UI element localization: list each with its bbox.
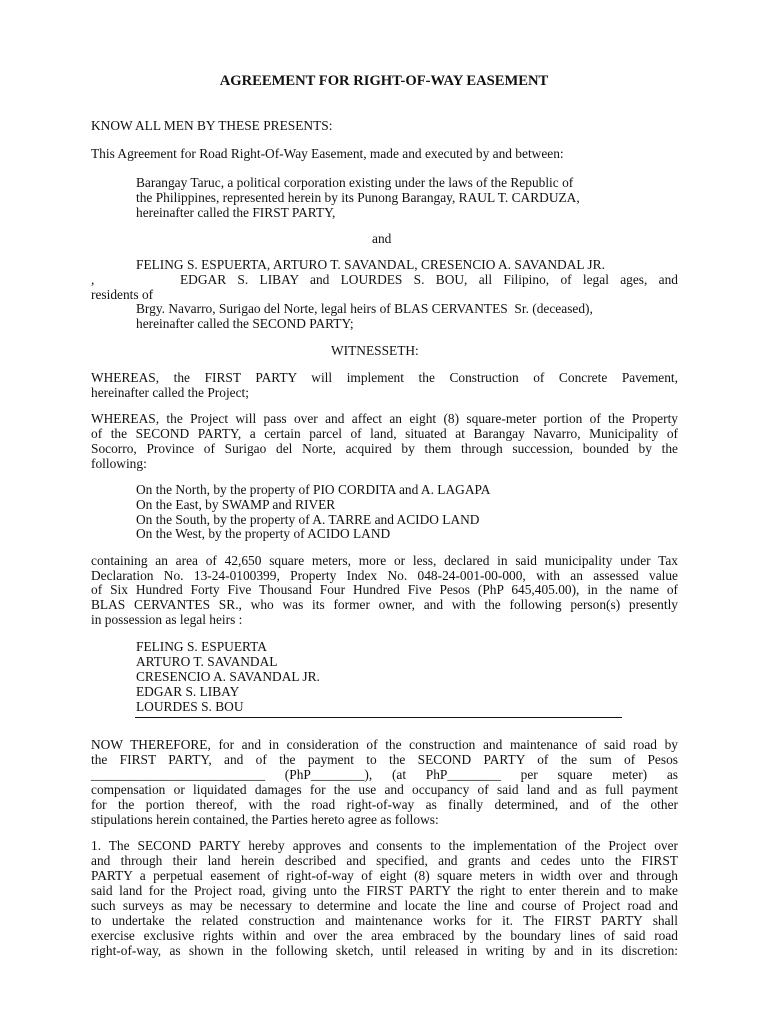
boundary-line: On the West, by the property of ACIDO LAND — [136, 526, 391, 541]
clause-1-paragraph: and through their land herein described and specified, and grants and cedes unto the FIRST — [91, 853, 678, 868]
know-all-line: KNOW ALL MEN BY THESE PRESENTS: — [91, 118, 333, 133]
second-party-line: EDGAR S. LIBAY and LOURDES S. BOU, all Filipino, of legal ages, and — [180, 272, 678, 287]
boundary-line: On the North, by the property of PIO CORDITA and A. LAGAPA — [136, 482, 491, 497]
intro-line: This Agreement for Road Right-Of-Way Easement, made and executed by and between: — [91, 146, 564, 161]
whereas-paragraph-1: hereinafter called the Project; — [91, 385, 250, 400]
clause-1-paragraph: right-of-way, as shown in the following sketch, until released in writing by and in its discretion: — [91, 943, 678, 958]
containing-paragraph: in possession as legal heirs : — [91, 612, 243, 627]
now-therefore-paragraph: NOW THEREFORE, for and in consideration of the construction and maintenance of said road by — [91, 737, 678, 752]
now-therefore-paragraph: for the portion thereof, with the road right-of-way as finally determined, and of the other — [91, 797, 678, 812]
second-party-line: FELING S. ESPUERTA, ARTURO T. SAVANDAL, CRESENCIO A. SAVANDAL JR. — [136, 257, 605, 272]
containing-paragraph: Declaration No. 13-24-0100399, Property Index No. 048-24-001-00-000, with an assessed value — [91, 568, 678, 583]
whereas-paragraph-2: of the SECOND PARTY, a certain parcel of land, situated at Barangay Navarro, Municipality of — [91, 426, 678, 441]
now-therefore-paragraph: stipulations herein contained, the Parties hereto agree as follows: — [91, 812, 439, 827]
first-party-line: the Philippines, represented herein by its Punong Barangay, RAUL T. CARDUZA, — [136, 190, 580, 205]
whereas-paragraph-1: WHEREAS, the FIRST PARTY will implement the Construction of Concrete Pavement, — [91, 370, 678, 385]
first-party-line: Barangay Taruc, a political corporation existing under the laws of the Republic of — [136, 175, 574, 190]
clause-1-paragraph: such surveys as may be necessary to determine and locate the line and course of Project road and — [91, 898, 678, 913]
heir-name: FELING S. ESPUERTA — [136, 639, 267, 654]
heir-name: CRESENCIO A. SAVANDAL JR. — [136, 669, 320, 684]
whereas-paragraph-2: WHEREAS, the Project will pass over and affect an eight (8) square-meter portion of the Property — [91, 411, 678, 426]
stray-comma: , — [91, 272, 95, 287]
clause-1-paragraph: 1. The SECOND PARTY hereby approves and consents to the implementation of the Project over — [91, 838, 678, 853]
boundary-line: On the East, by SWAMP and RIVER — [136, 497, 336, 512]
signature-rule — [135, 717, 622, 718]
whereas-paragraph-2: following: — [91, 456, 147, 471]
document-title: AGREEMENT FOR RIGHT-OF-WAY EASEMENT — [219, 73, 549, 89]
heir-name: EDGAR S. LIBAY — [136, 684, 240, 699]
containing-paragraph: of Six Hundred Forty Five Thousand Four Hundred Five Pesos (PhP 645,405.00), in the name of — [91, 582, 678, 597]
second-party-line: residents of — [91, 287, 154, 302]
containing-paragraph: containing an area of 42,650 square meters, more or less, declared in said municipality under Tax — [91, 553, 678, 568]
witnesseth-heading: WITNESSETH: — [331, 343, 419, 358]
clause-1-paragraph: to undertake the related construction and maintenance works for it. The FIRST PARTY shall — [91, 913, 678, 928]
boundary-line: On the South, by the property of A. TARRE and ACIDO LAND — [136, 512, 480, 527]
second-party-line: Brgy. Navarro, Surigao del Norte, legal heirs of BLAS CERVANTES Sr. (deceased), — [136, 301, 593, 316]
heir-name: ARTURO T. SAVANDAL — [136, 654, 278, 669]
heir-name: LOURDES S. BOU — [136, 699, 244, 714]
second-party-line: hereinafter called the SECOND PARTY; — [136, 316, 354, 331]
clause-1-paragraph: said land for the Project road, giving unto the FIRST PARTY the right to enter therein and to make — [91, 883, 678, 898]
now-therefore-paragraph: compensation or liquidated damages for the use and occupancy of said land and as full payment — [91, 782, 678, 797]
clause-1-paragraph: exercise exclusive rights within and over the area embraced by the boundary lines of said road — [91, 928, 678, 943]
and-connector: and — [372, 231, 392, 246]
now-therefore-paragraph: the FIRST PARTY, and of the payment to the SECOND PARTY of the sum of Pesos — [91, 752, 678, 767]
now-therefore-paragraph: __________________________ (PhP________), (at PhP________ per square meter) as — [91, 767, 678, 782]
containing-paragraph: BLAS CERVANTES SR., who was its former owner, and with the following person(s) presently — [91, 597, 678, 612]
clause-1-paragraph: PARTY a perpetual easement of right-of-way of eight (8) square meters in width over and through — [91, 868, 678, 883]
whereas-paragraph-2: Socorro, Province of Surigao del Norte, acquired by them through succession, bounded by the — [91, 441, 678, 456]
first-party-line: hereinafter called the FIRST PARTY, — [136, 205, 336, 220]
